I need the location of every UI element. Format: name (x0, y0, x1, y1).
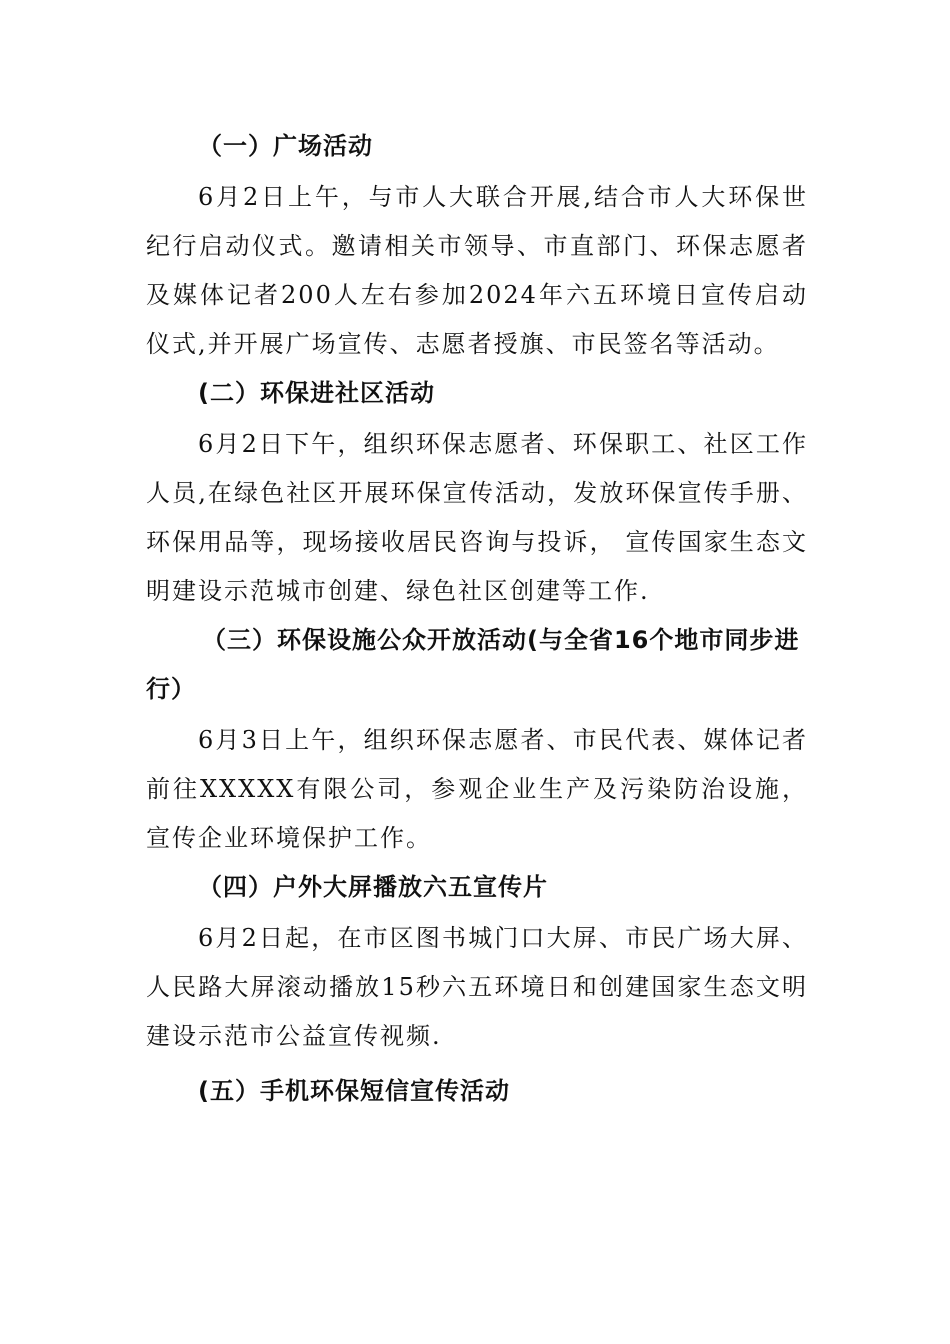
section-heading-3: （三）环保设施公众开放活动(与全省16个地市同步进行） (146, 626, 800, 703)
section-heading-1: （一）广场活动 (198, 132, 373, 160)
section-heading-4: （四）户外大屏播放六五宣传片 (198, 873, 548, 901)
section-body-1: 6月2日上午，与市人大联合开展,结合市人大环保世纪行启动仪式。邀请相关市领导、市直部门、环保志愿者及媒体记者200人左右参加2024年六五环境日宣传启动仪式,并开展广场宣传、志愿者授旗、市民签名等活动。 (146, 183, 808, 358)
document-body (146, 122, 808, 1116)
section-body-3: 6月3日上午，组织环保志愿者、市民代表、媒体记者前往XXXXX有限公司，参观企业生产及污染防治设施，宣传企业环境保护工作。 (146, 726, 808, 852)
section-body-2: 6月2日下午，组织环保志愿者、环保职工、社区工作人员,在绿色社区开展环保宣传活动，发放环保宣传手册、环保用品等，现场接收居民咨询与投诉， 宣传国家生态文明建设示范城市创建、绿色社区创建等工作. (146, 430, 808, 605)
section-body-4: 6月2日起，在市区图书城门口大屏、市民广场大屏、人民路大屏滚动播放15秒六五环境日和创建国家生态文明建设示范市公益宣传视频. (146, 924, 808, 1050)
section-heading-2: (二）环保进社区活动 (198, 379, 435, 407)
section-heading-5: (五）手机环保短信宣传活动 (198, 1077, 510, 1105)
